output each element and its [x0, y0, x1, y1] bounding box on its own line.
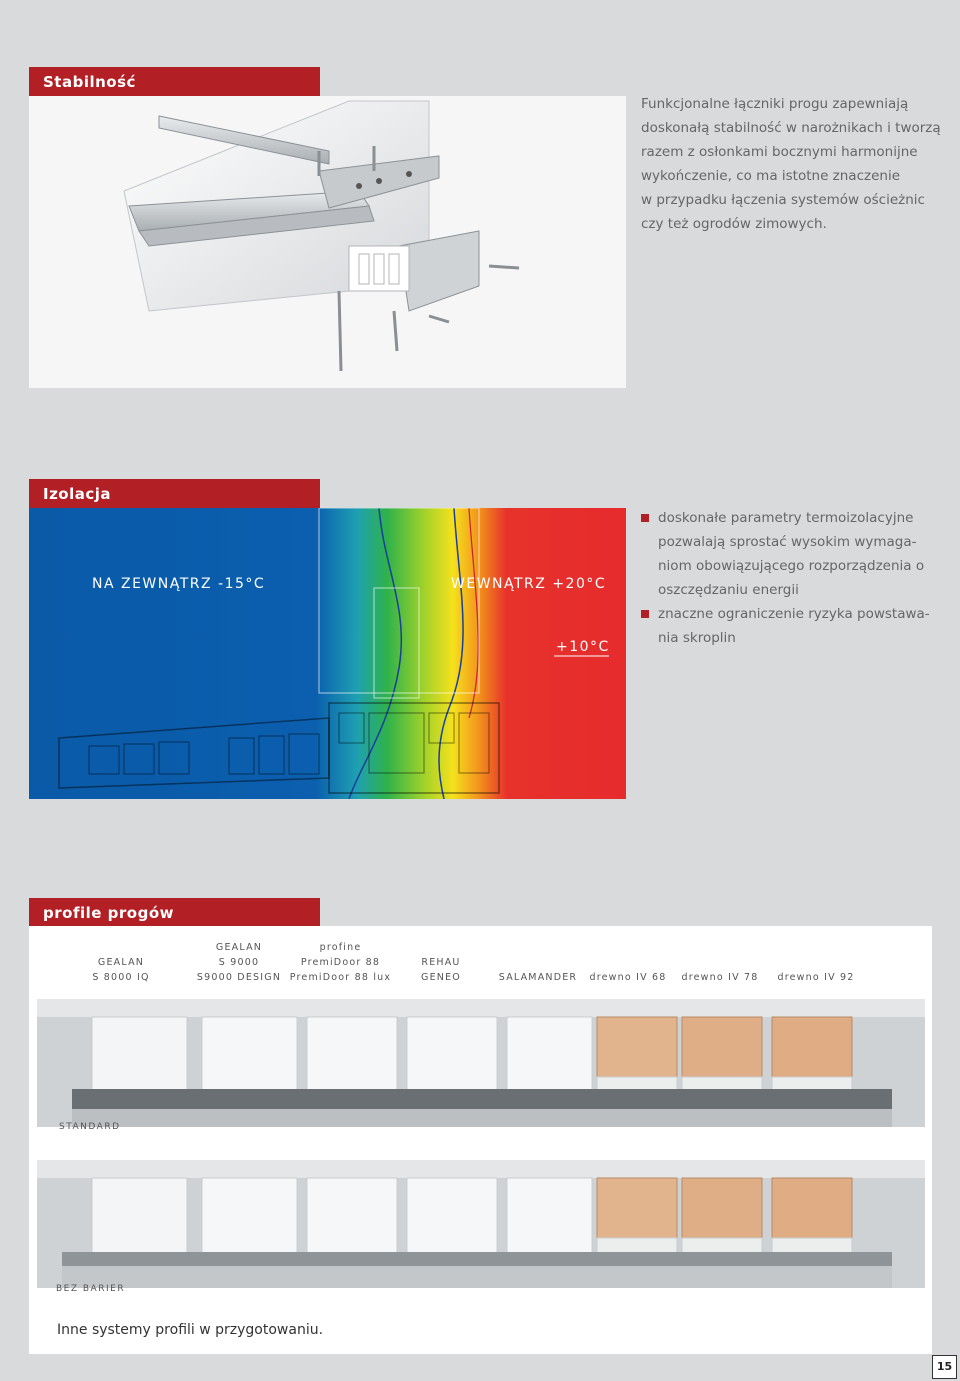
profile-column-label: SALAMANDER: [498, 972, 578, 983]
barrier-free-profiles-photo: [37, 1160, 925, 1288]
standard-profiles-photo: [37, 999, 925, 1127]
profile-column-label: profine PremiDoor 88 PremiDoor 88 lux: [289, 942, 392, 983]
profile-column-label: GEALAN S 8000 IQ: [92, 957, 150, 983]
section-title-profiles: profile progów: [29, 898, 320, 927]
section-title-insulation: Izolacja: [29, 479, 320, 508]
page-number: 15: [932, 1355, 957, 1379]
profile-column-label: drewno IV 92: [777, 972, 855, 983]
profile-column-label: REHAU GENEO: [421, 957, 461, 983]
threshold-assembly-image: [29, 96, 626, 388]
insulation-bullet-list: [641, 506, 941, 650]
stability-description: Funkcjonalne łączniki progu zapewniają doskonałą stabilność w narożnikach i tworzą razem z osłonkami bocznymi harmonijne wykończenie, co ma istotne znaczenie w przypadku łączenia systemów ościeżnic czy też ogrodów zimowych.: [641, 96, 941, 232]
row-label-barrier-free: BEZ BARIER: [56, 1284, 126, 1294]
bullet-item: znaczne ograniczenie ryzyka powstawa- nia skroplin: [641, 602, 941, 650]
mid-temperature-label: +10°C: [556, 639, 610, 655]
bullet-item: doskonałe parametry termoizolacyjne pozwalają sprostać wysokim wymaga- niom obowiązującego rozporządzenia o oszczędzaniu energii: [641, 506, 941, 602]
profile-column-label: GEALAN S 9000 S9000 DESIGN: [196, 942, 282, 983]
section-title-stability: Stabilność: [29, 67, 320, 96]
outside-temperature-label: NA ZEWNĄTRZ -15°C: [92, 576, 266, 592]
inside-temperature-label: WEWNĄTRZ +20°C: [451, 576, 607, 592]
footer-note: Inne systemy profili w przygotowaniu.: [57, 1322, 324, 1338]
profile-column-label: drewno IV 68: [589, 972, 667, 983]
profile-column-label: drewno IV 78: [681, 972, 759, 983]
thermal-isotherm-diagram: [29, 508, 626, 799]
profiles-panel: [29, 926, 932, 1354]
row-label-standard: STANDARD: [59, 1122, 121, 1132]
